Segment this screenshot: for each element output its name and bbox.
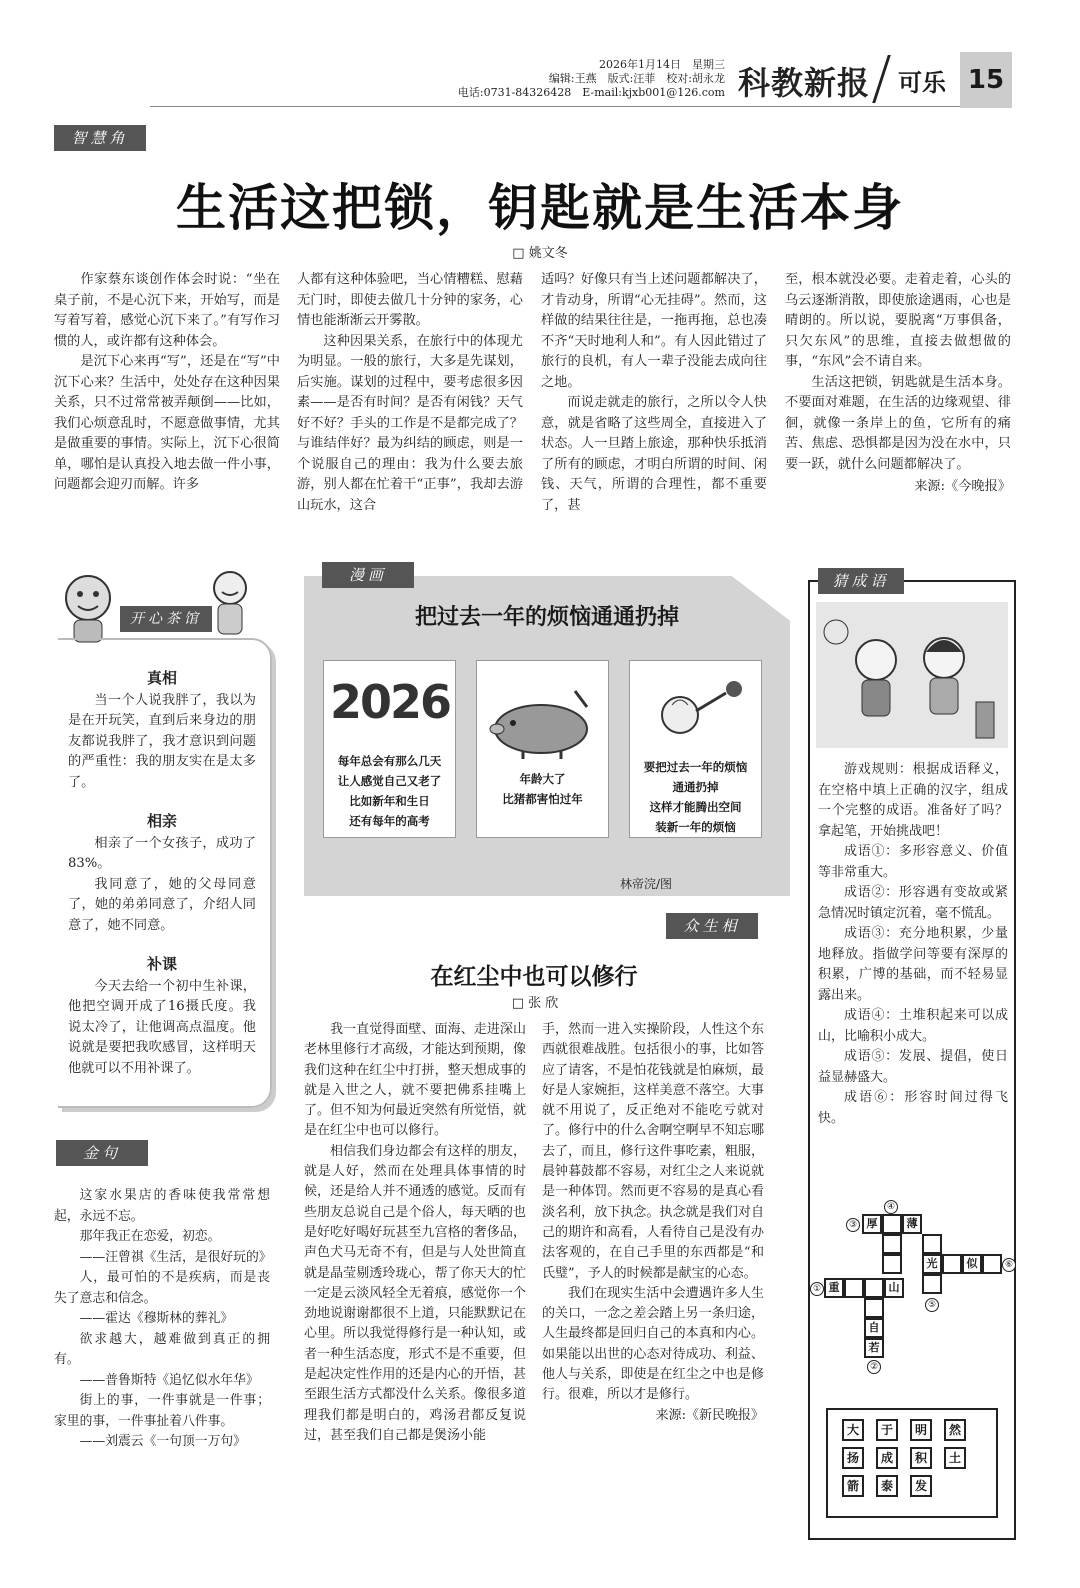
essay-title: 在红尘中也可以修行 [430,964,638,990]
paragraph: 手，然而一进入实操阶段，人性这个东西就很难战胜。包括很小的事，比如答应了请客，不是怕花钱就是怕麻烦，最好是人家婉拒，这样美意不落空。大事就不用说了，反正绝对不能吃亏就对了。修行中的什么舍啊空啊早不知忘哪去了，而且，修行这件事吃素，粗服，晨钟暮鼓都不容易，对红尘之人来说就是一种体罚。然而更不容易的是真心看淡名利，放下执念。执念就是我们对自己的期许和高看，人看待自己是没有办法客观的，在自己手里的东西都是“和氏璧”，予人的时候都是献宝的心态。 [542,1022,764,1281]
quote-source: ——刘震云《一句顶一万句》 [79,1434,246,1449]
grid-cell[interactable] [864,1298,884,1318]
grid-cell[interactable] [882,1214,902,1234]
essay-col-1 [304,1020,526,1446]
section-tag-idiom: 猜成语 [818,568,904,594]
grid-cell[interactable] [882,1254,902,1274]
paragraph: 至，根本就没必要。走着走着，心头的乌云逐渐消散，即使旅途遇雨，心也是晴朗的。所以说，要脱离“万事俱备，只欠东风”的思维，直接去做想做的事，“东风”会不请自来。 [785,272,1011,369]
joke-text: 相亲了一个女孩子，成功了83%。 [68,835,256,871]
joke-text: 我同意了，她的父母同意了，她的弟弟同意了，介绍人同意了，她不同意。 [68,876,256,933]
idiom-clue: 成语③：充分地积累，少量地释放。指做学问等要有深厚的积累，广博的基础，而不轻易显露出来。 [818,926,1008,1003]
char-option[interactable]: 箭 [842,1475,864,1497]
header-editors: 编辑:王燕 版式:汪菲 校对:胡永龙 [548,72,725,85]
grid-cell[interactable] [922,1234,942,1254]
kids-illustration [816,602,1008,748]
section-tag-quotes: 金句 [56,1140,148,1166]
main-col-2 [297,270,523,516]
comic-panel-3 [629,660,762,838]
quote-text: 人，最可怕的不是疾病，而是丧失了意志和信念。 [54,1270,270,1306]
paragraph: 而说走就走的旅行，之所以令人快意，就是省略了这些周全，直接进入了状态。人一旦踏上旅途，那种快乐抵消了所有的顾虑，才明白所谓的时间、闲钱、天气，所谓的合理性，都不重要了，甚 [541,395,767,513]
caption-line: 通通扔掉 [672,780,719,794]
comic-panel-1-caption [328,751,451,831]
char-option[interactable]: 积 [910,1447,932,1469]
grid-cell[interactable] [844,1278,864,1298]
comic-year: 2026 [330,675,451,729]
idiom-clue: 成语①：多形容意义、价值等非常重大。 [818,844,1008,880]
main-col-3 [541,270,767,516]
comic-panel-1 [323,660,456,838]
masthead: 科教新报 [738,64,871,102]
section-tag-jokes: 开心茶馆 [120,606,212,632]
grid-cell[interactable]: 山 [884,1278,904,1298]
essay-source: 来源:《新民晚报》 [655,1407,764,1423]
quotes-list [54,1186,270,1453]
idiom-rules: 游戏规则：根据成语释义，在空格中填上正确的汉字，组成一个完整的成语。准备好了吗？拿起笔，开始挑战吧！ [818,762,1008,839]
man-throwing-illustration [650,675,750,755]
char-option[interactable]: 大 [842,1419,864,1441]
quote-text: 那年我正在恋爱，初恋。 [79,1229,221,1244]
essay-col-2 [542,1020,764,1426]
idiom-clue: 成语⑥：形容时间过得飞快。 [818,1090,1008,1126]
paragraph: 相信我们身边都会有这样的朋友，就是人好，然而在处理具体事情的时候，还是给人并不通透的感觉。反而有些朋友总说自己是个俗人，每天晒的也是好吃好喝好玩甚至九宫格的奢侈品，声色犬马无奇不有，但是与人处世简直就是晶莹剔透玲珑心，帮了你天大的忙一定是云淡风轻全无着痕，感觉你一个劲地说谢谢都很不上道，只能默默记在心里。所以我觉得修行是一种认知，或者一种生活态度，形式不是不重要，但是起决定性作用的还是内心的开悟，甚至跟生活方式都没什么关系。像很多道理我们都是明白的，鸡汤君都反复说过，甚至我们自己都是煲汤小能 [304,1143,526,1443]
grid-cell[interactable] [942,1254,962,1274]
header-contact: 电话:0731-84326428 E-mail:kjxb001@126.com [457,86,725,99]
caption-line: 年龄大了 [519,772,566,786]
grid-cell[interactable]: 厚 [862,1214,882,1234]
clue-number: ① [810,1282,824,1296]
grid-cell[interactable] [982,1254,1002,1274]
grid-cell[interactable] [882,1234,902,1254]
section-tag-essay: 众生相 [666,913,758,939]
joke-title: 补课 [146,955,177,973]
idiom-clue: 成语⑤：发展、提倡，使日益显赫盛大。 [818,1049,1008,1085]
clue-number: ⑥ [1002,1258,1016,1272]
paragraph: 适吗？好像只有当上述问题都解决了，才肯动身，所谓“心无挂碍”。然而，这样做的结果往往是，一拖再拖，总也凑不齐“天时地利人和”。有人因此错过了旅行的良机，有人一辈子没能去成向往之地。 [541,272,767,390]
paragraph: 作家蔡东谈创作体会时说：“坐在桌子前，不是心沉下来，开始写，而是写着写着，感觉心沉下来了。”有写作习惯的人，或许都有这种体会。 [54,272,280,349]
idiom-text [818,760,1008,1129]
masthead-divider [872,55,891,103]
paragraph: 人都有这种体验吧，当心情糟糕、慰藉无门时，即使去做几十分钟的家务，心情也能渐渐云开雾散。 [297,272,523,328]
comic-panel-3-caption [634,757,757,837]
character-row [836,1416,988,1444]
joke-text: 当一个人说我胖了，我以为是在开玩笑，直到后来身边的朋友都说我胖了，我才意识到问题的严重性：我的朋友实在是太多了。 [68,692,256,790]
crossword-grid [808,1198,1016,1378]
grid-cell[interactable]: 薄 [902,1214,922,1234]
quote-source: ——霍达《穆斯林的葬礼》 [79,1311,234,1326]
character-row [836,1472,988,1500]
paragraph: 这种因果关系，在旅行中的体现尤为明显。一般的旅行，大多是先谋划，后实施。谋划的过程中，要考虑很多因素——是否有时间？是否有闲钱？天气好不好？手头的工作是不是都完成了？与谁结伴好？最为纠结的顾虑，则是一个说服自己的理由：我为什么要去旅游，别人都在忙着干“正事”，我却去游山玩水，这合 [297,333,523,513]
page-number: 15 [960,52,1012,108]
caption-line: 让人感觉自己又老了 [337,774,442,788]
caption-line: 比猪都害怕过年 [502,792,583,806]
grid-cell[interactable]: 若 [864,1338,884,1358]
joke-text: 今天去给一个初中生补课，他把空调开成了16摄氏度。我说太冷了，让他调高点温度。他说就是要把我吹感冒，这样明天他就可以不用补课了。 [68,978,256,1076]
paragraph: 是沉下心来再“写”，还是在“写”中沉下心来？生活中，处处存在这种因果关系，只不过常常被弄颠倒——比如，我们心烦意乱时，不愿意做事情，尤其是做重要的事情。实际上，沉下心很简单，哪怕是认真投入地去做一件小事，问题都会迎刃而解。许多 [54,354,280,492]
section-tag-wisdom: 智慧角 [54,125,146,151]
joke-title: 真相 [146,669,177,687]
quote-source: ——汪曾祺《生活，是很好玩的》 [79,1249,272,1265]
pig-illustration [483,681,603,761]
grid-cell[interactable]: 自 [864,1318,884,1338]
char-option[interactable]: 发 [910,1475,932,1497]
grid-cell[interactable]: 似 [962,1254,982,1274]
section-tag-comic: 漫画 [322,562,414,588]
caption-line: 要把过去一年的烦恼 [643,760,748,774]
comic-title: 把过去一年的烦恼通通扔掉 [414,605,679,630]
grid-cell[interactable] [922,1274,942,1294]
quote-text: 这家水果店的香味使我常常想起，永远不忘。 [54,1188,270,1224]
comic-panel-2 [476,660,609,838]
paragraph: 我们在现实生活中会遭遇许多人生的关口，一念之差会踏上另一条归途，人生最终都是回归自己的本真和内心。如果能以出世的心态对待成功、利益、他人与关系，即使是在红尘之中也是修行。很难，所以才是修行。 [542,1285,764,1403]
clue-number: ④ [884,1200,898,1214]
char-option[interactable]: 成 [876,1447,898,1469]
caption-line: 这样才能腾出空间 [649,800,742,814]
caption-line: 每年总会有那么几天 [337,754,442,768]
main-byline: □ 姚文冬 [512,246,568,261]
grid-cell[interactable]: 光 [922,1254,942,1274]
quote-source: ——普鲁斯特《追忆似水年华》 [79,1372,259,1388]
char-option[interactable]: 土 [944,1447,966,1469]
quote-text: 街上的事，一件事就是一件事；家里的事，一件事扯着八件事。 [54,1393,270,1429]
comic-panel-2-caption [481,769,604,809]
idiom-clue: 成语②：形容遇有变故或紧急情况时镇定沉着，毫不慌乱。 [818,885,1008,921]
caption-line: 比如新年和生日 [349,794,430,808]
grid-cell[interactable] [864,1278,884,1298]
header-rule [150,106,960,107]
grid-cell[interactable]: 重 [824,1278,844,1298]
character-row [836,1444,988,1472]
main-headline: 生活这把锁，钥匙就是生活本身 [176,179,904,237]
char-option[interactable]: 于 [876,1419,898,1441]
paragraph: 我一直觉得面壁、面海、走进深山老林里修行才高级，才能达到预期，像我们这种在红尘中打拼，整天想成事的就是入世之人，就不要把佛系挂嘴上了。但不知为何最近突然有所觉悟，就是在红尘中也可以修行。 [304,1022,526,1139]
section-name: 可乐 [898,69,946,97]
clue-number: ③ [846,1218,860,1232]
header-meta [440,58,725,100]
quote-text: 欲求越大，越难做到真正的拥有。 [54,1331,270,1367]
paragraph: 生活这把锁，钥匙就是生活本身。不要面对难题，在生活的边缘观望、徘徊，就像一条岸上的鱼，它所有的痛苦、焦虑、恐惧都是因为没在水中，只要一跃，就什么问题都解决了。 [785,374,1011,472]
header-date: 2026年1月14日 星期三 [599,58,725,71]
main-col-1 [54,270,280,496]
clue-number: ② [867,1360,881,1374]
char-option[interactable]: 扬 [842,1447,864,1469]
caption-line: 还有每年的高考 [349,814,430,828]
char-option[interactable]: 明 [910,1419,932,1441]
caption-line: 装新一年的烦恼 [655,820,736,834]
char-option[interactable]: 泰 [876,1475,898,1497]
character-bank [826,1408,998,1518]
essay-byline: □ 张 欣 [511,996,559,1011]
idiom-clue: 成语④：土堆积起来可以成山，比喻积小成大。 [818,1008,1008,1044]
char-option[interactable]: 然 [944,1419,966,1441]
main-source: 来源:《今晚报》 [914,479,1011,494]
clue-number: ⑤ [925,1298,939,1312]
comic-credit: 林帝浣/图 [620,877,673,891]
main-col-4 [785,270,1011,498]
joke-title: 相亲 [146,812,177,830]
jokes-box [58,638,272,1108]
